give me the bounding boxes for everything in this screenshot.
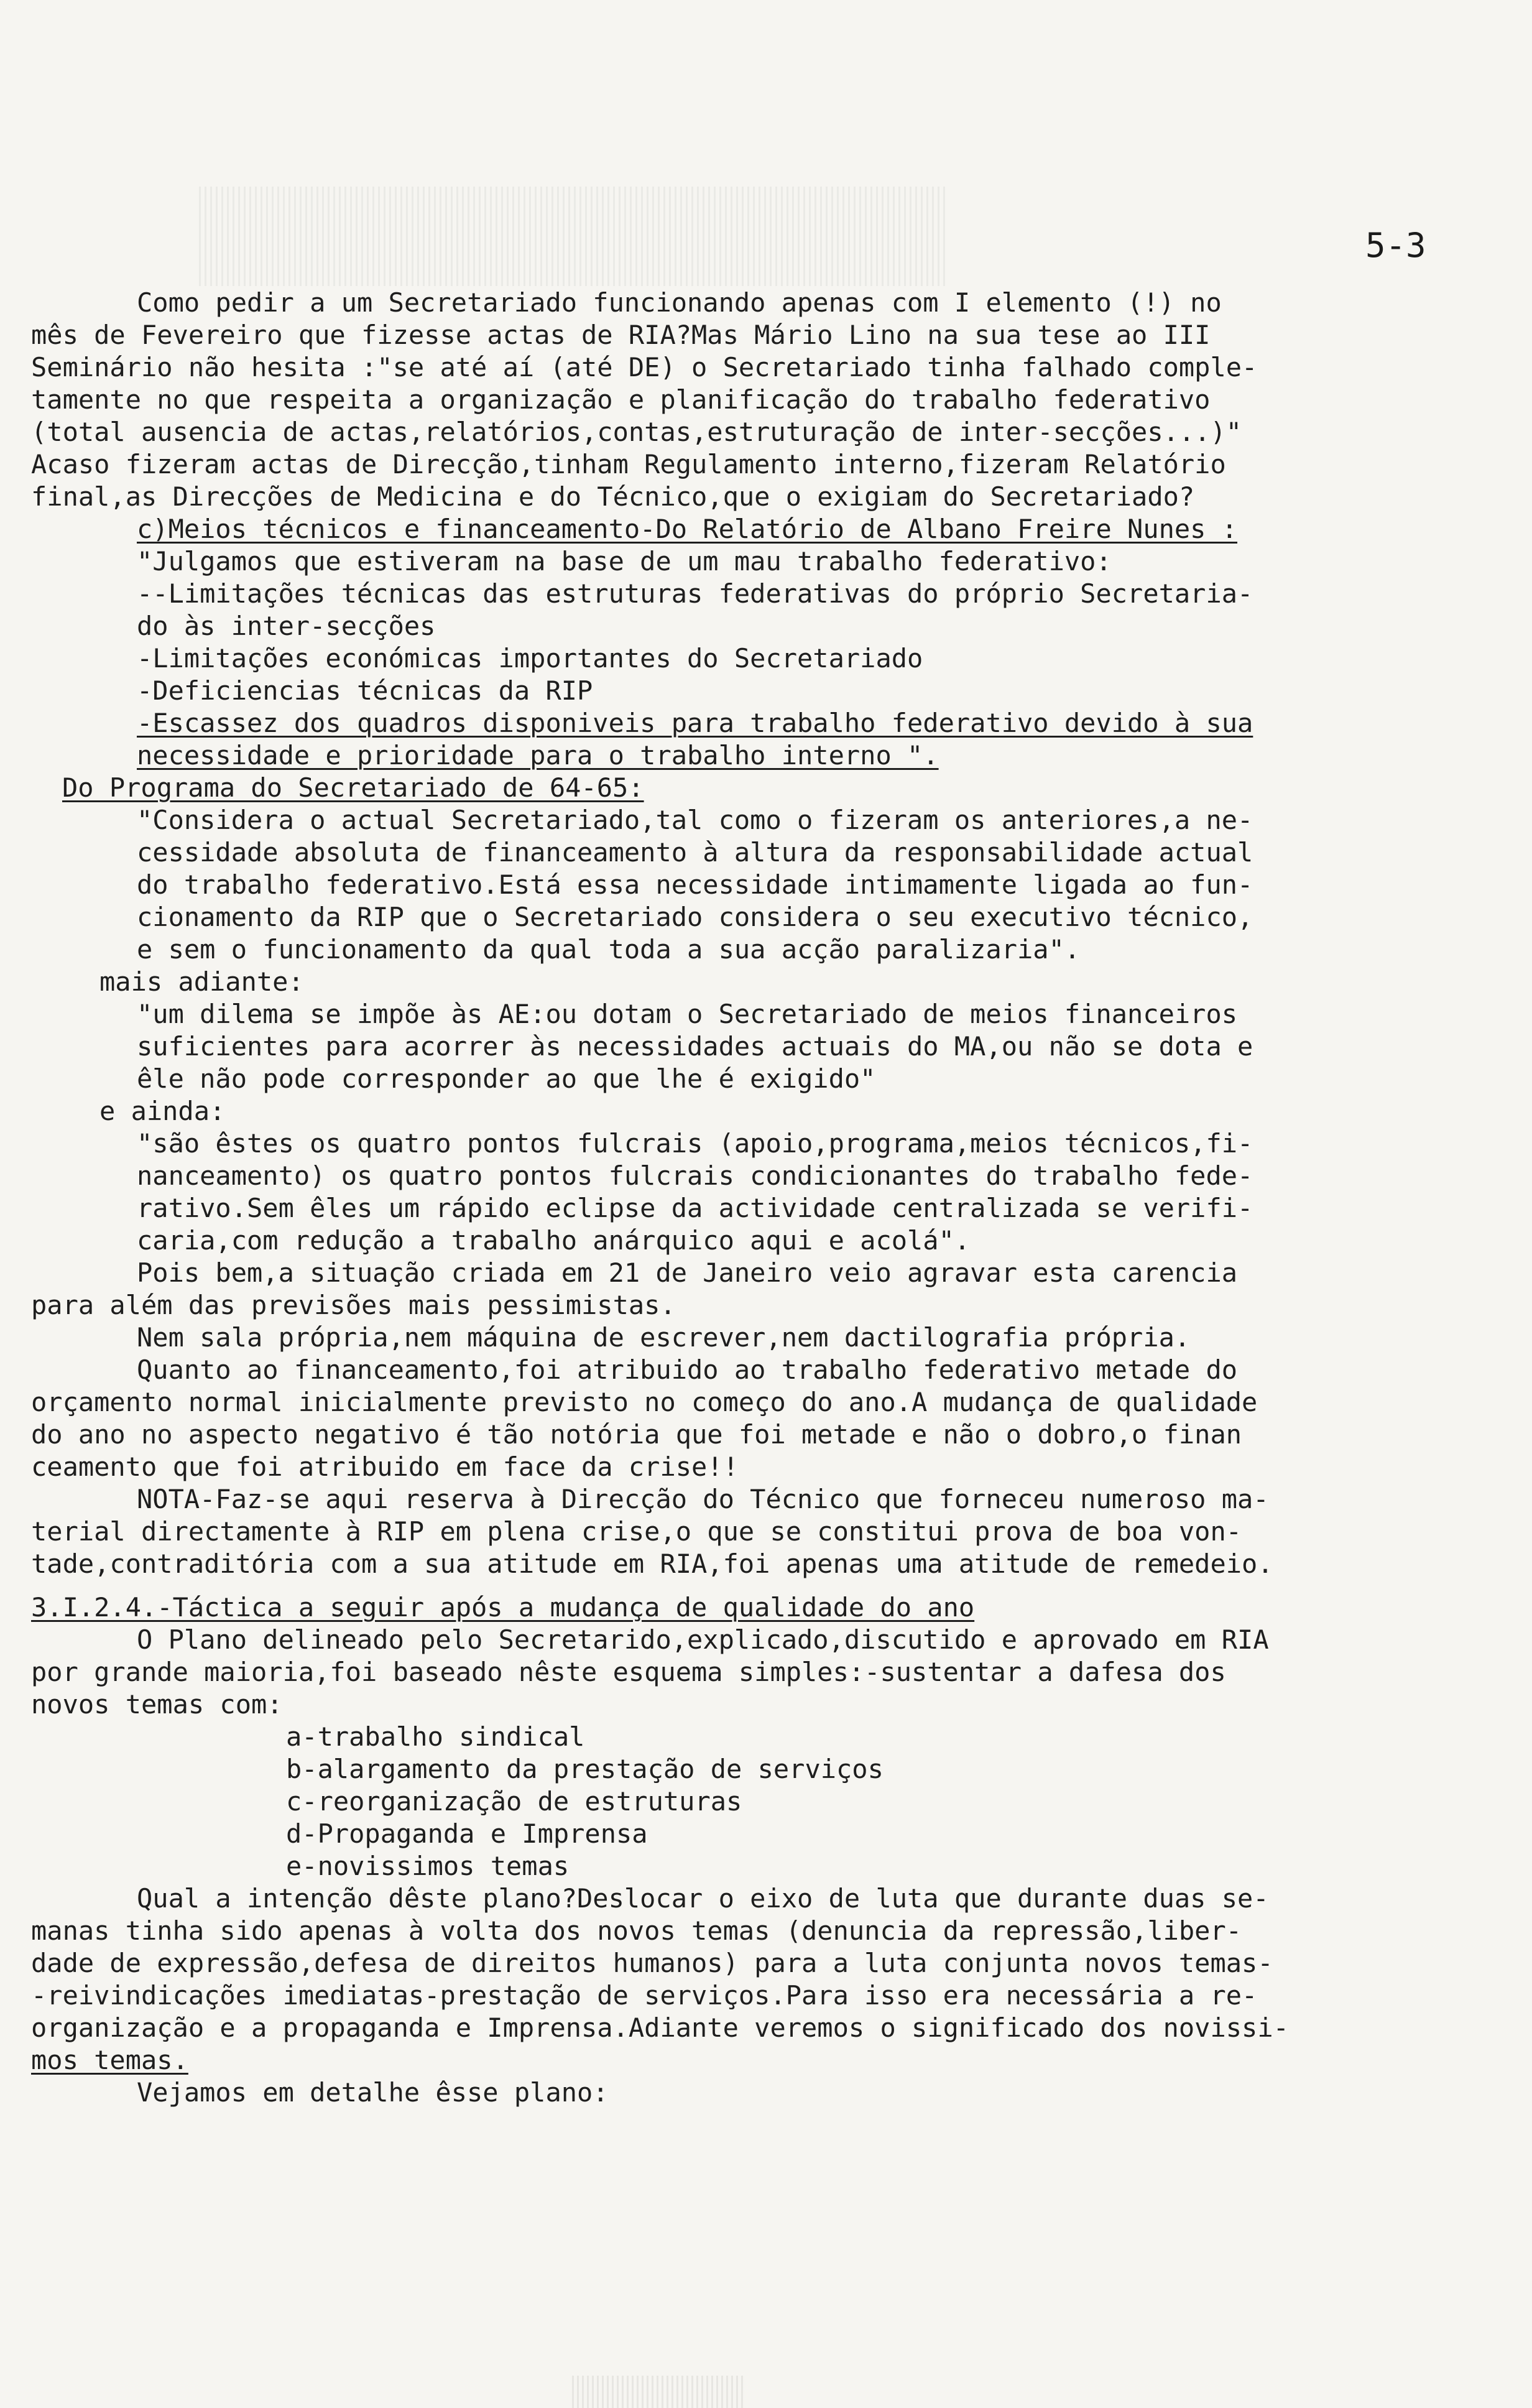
text-line: -Limitações económicas importantes do Secretariado [137, 643, 923, 674]
text-line: cessidade absoluta de financeamento à altura da responsabilidade actual [137, 837, 1253, 868]
text-line: Acaso fizeram actas de Direcção,tinham Regulamento interno,fizeram Relatório [31, 449, 1226, 479]
text-line: -Deficiencias técnicas da RIP [137, 675, 593, 706]
text-line: NOTA-Faz-se aqui reserva à Direcção do Técnico que forneceu numeroso ma- [137, 1484, 1269, 1514]
text-line: Quanto ao financeamento,foi atribuido ao trabalho federativo metade do [137, 1354, 1238, 1385]
list-item: e-novissimos temas [286, 1851, 570, 1881]
text-line: "Julgamos que estiveram na base de um mau trabalho federativo: [137, 546, 1112, 577]
list-item: b-alargamento da prestação de serviços [286, 1754, 884, 1784]
text-line: rativo.Sem êles um rápido eclipse da actividade centralizada se verifi- [137, 1193, 1253, 1223]
text-line: Como pedir a um Secretariado funcionando apenas com I elemento (!) no [137, 287, 1222, 318]
text-line: suficientes para acorrer às necessidades actuais do MA,ou não se dota e [137, 1031, 1253, 1062]
text-line: final,as Direcções de Medicina e do Técnico,que o exigiam do Secretariado? [31, 481, 1195, 512]
text-line: terial directamente à RIP em plena crise,o que se constitui prova de boa von- [31, 1516, 1242, 1547]
text-line: cionamento da RIP que o Secretariado considera o seu executivo técnico, [137, 902, 1253, 932]
text-line: Qual a intenção dêste plano?Deslocar o eixo de luta que durante duas se- [137, 1883, 1269, 1914]
scan-smudge-bottom [572, 2376, 746, 2408]
text-line-underlined: mos temas. [31, 2045, 188, 2075]
text-line: para além das previsões mais pessimistas. [31, 1290, 676, 1320]
text-line: ceamento que foi atribuido em face da crise!! [31, 1452, 739, 1482]
text-line: "Considera o actual Secretariado,tal como o fizeram os anteriores,a ne- [137, 805, 1253, 835]
text-line: -reivindicações imediatas-prestação de serviços.Para isso era necessária a re- [31, 1980, 1258, 2011]
text-line: por grande maioria,foi baseado nêste esquema simples:-sustentar a dafesa dos [31, 1657, 1226, 1687]
text-line: Vejamos em detalhe êsse plano: [137, 2077, 609, 2108]
text-line: "um dilema se impõe às AE:ou dotam o Secretariado de meios financeiros [137, 999, 1238, 1029]
list-item: d-Propaganda e Imprensa [286, 1818, 648, 1849]
section-heading-tactica: 3.I.2.4.-Táctica a seguir após a mudança de qualidade do ano [31, 1592, 975, 1623]
text-line: Pois bem,a situação criada em 21 de Janeiro veio agravar esta carencia [137, 1257, 1238, 1288]
text-line: Nem sala própria,nem máquina de escrever,nem dactilografia própria. [137, 1322, 1191, 1353]
text-line: --Limitações técnicas das estruturas federativas do próprio Secretaria- [137, 578, 1253, 609]
text-line: do às inter-secções [137, 611, 436, 641]
text-line: "são êstes os quatro pontos fulcrais (apoio,programa,meios técnicos,fi- [137, 1128, 1253, 1159]
text-line: manas tinha sido apenas à volta dos novos temas (denuncia da repressão,liber- [31, 1915, 1242, 1946]
text-line: nanceamento) os quatro pontos fulcrais condicionantes do trabalho fede- [137, 1160, 1253, 1191]
section-heading-programa: Do Programa do Secretariado de 64-65: [62, 772, 644, 803]
text-line: tamente no que respeita a organização e planificação do trabalho federativo [31, 384, 1211, 415]
list-item: a-trabalho sindical [286, 1721, 585, 1752]
text-line: êle não pode corresponder ao que lhe é exigido" [137, 1063, 876, 1094]
text-line-underlined: -Escassez dos quadros disponiveis para trabalho federativo devido à sua [137, 708, 1253, 738]
text-line: Seminário não hesita :"se até aí (até DE) o Secretariado tinha falhado comple- [31, 352, 1258, 382]
section-heading-meios-tecnicos: c)Meios técnicos e financeamento-Do Relatório de Albano Freire Nunes : [137, 514, 1238, 544]
text-line: dade de expressão,defesa de direitos humanos) para a luta conjunta novos temas- [31, 1948, 1273, 1978]
page-number: 5-3 [1365, 226, 1426, 265]
text-line: do trabalho federativo.Está essa necessidade intimamente ligada ao fun- [137, 869, 1253, 900]
text-line: organização e a propaganda e Imprensa.Adiante veremos o significado dos novissi- [31, 2012, 1289, 2043]
text-line: e sem o funcionamento da qual toda a sua acção paralizaria". [137, 934, 1081, 965]
text-line: mês de Fevereiro que fizesse actas de RIA?Mas Mário Lino na sua tese ao III [31, 320, 1211, 350]
text-line: novos temas com: [31, 1689, 283, 1720]
text-line: (total ausencia de actas,relatórios,contas,estruturação de inter-secções...)" [31, 417, 1242, 447]
list-item: c-reorganização de estruturas [286, 1786, 742, 1817]
text-line-underlined: necessidade e prioridade para o trabalho interno ". [137, 740, 939, 771]
scan-smudge-top [199, 187, 945, 286]
text-line: orçamento normal inicialmente previsto no começo do ano.A mudança de qualidade [31, 1387, 1258, 1417]
text-line: do ano no aspecto negativo é tão notória que foi metade e não o dobro,o finan [31, 1419, 1242, 1450]
text-line: O Plano delineado pelo Secretarido,explicado,discutido e aprovado em RIA [137, 1624, 1269, 1655]
text-line: caria,com redução a trabalho anárquico aqui e acolá". [137, 1225, 971, 1256]
text-line: mais adiante: [99, 966, 304, 997]
text-line: tade,contraditória com a sua atitude em RIA,foi apenas uma atitude de remedeio. [31, 1549, 1273, 1579]
text-line: e ainda: [99, 1096, 226, 1126]
